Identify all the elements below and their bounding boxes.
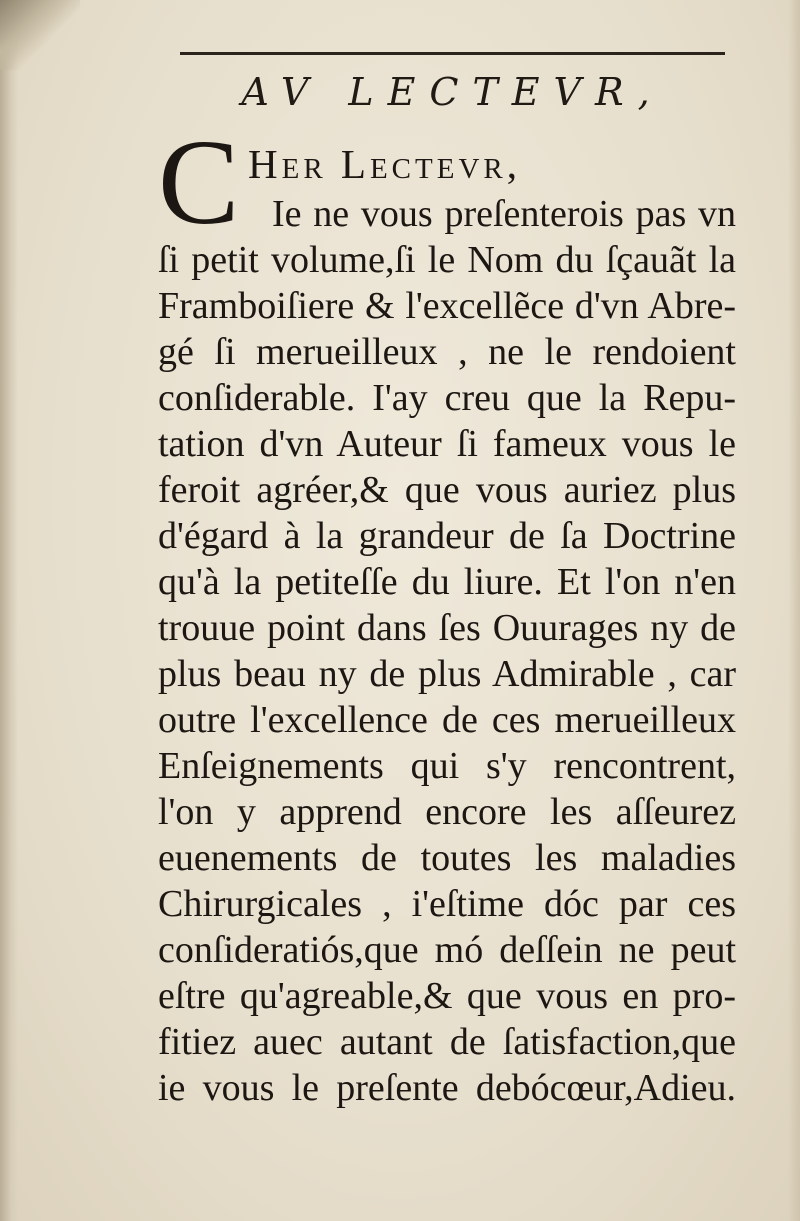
text-line: outre l'excellence de ces merueilleux: [158, 699, 736, 741]
page-corner-wear: [0, 0, 80, 70]
text-line: qu'à la petiteſſe du liure. Et l'on n'en: [158, 561, 736, 603]
page-edge-shadow-right: [788, 0, 800, 1221]
text-line: Framboiſiere & l'excellẽce d'vn Abre-: [158, 285, 736, 327]
text-line: Ie ne vous preſenterois pas vn: [272, 193, 736, 235]
text-line: conſideratiós,que mó deſſein ne peut: [158, 929, 736, 971]
text-line: l'on y apprend encore les aſſeurez: [158, 791, 736, 833]
drop-cap: C: [158, 115, 240, 250]
text-line: trouue point dans ſes Ouurages ny de: [158, 607, 736, 649]
text-line: plus beau ny de plus Admirable , car: [158, 653, 736, 695]
text-line: tation d'vn Auteur ſi fameux vous le: [158, 423, 736, 465]
page-edge-shadow-left: [0, 0, 18, 1221]
text-line: Enſeignements qui s'y rencontrent,: [158, 745, 736, 787]
text-line: euenements de toutes les maladies: [158, 837, 736, 879]
text-line: feroit agréer,& que vous auriez plus: [158, 469, 736, 511]
text-line: fitiez auec autant de ſatisfaction,que: [158, 1021, 736, 1063]
header-rule: [180, 52, 725, 55]
text-line: eſtre qu'agreable,& que vous en pro-: [158, 975, 736, 1017]
text-line: ſi petit volume,ſi le Nom du ſçauãt la: [158, 239, 736, 281]
text-line: ie vous le preſente debócœur,Adieu.: [158, 1067, 736, 1109]
text-line: conſiderable. I'ay creu que la Repu-: [158, 377, 736, 419]
text-line: Chirurgicales , i'eſtime dóc par ces: [158, 883, 736, 925]
text-line: d'égard à la grandeur de ſa Doctrine: [158, 515, 736, 557]
text-line: gé ſi merueilleux , ne le rendoient: [158, 331, 736, 373]
page-heading: AV LECTEVR,: [241, 70, 664, 114]
salutation: Her Lectevr,: [248, 141, 521, 187]
